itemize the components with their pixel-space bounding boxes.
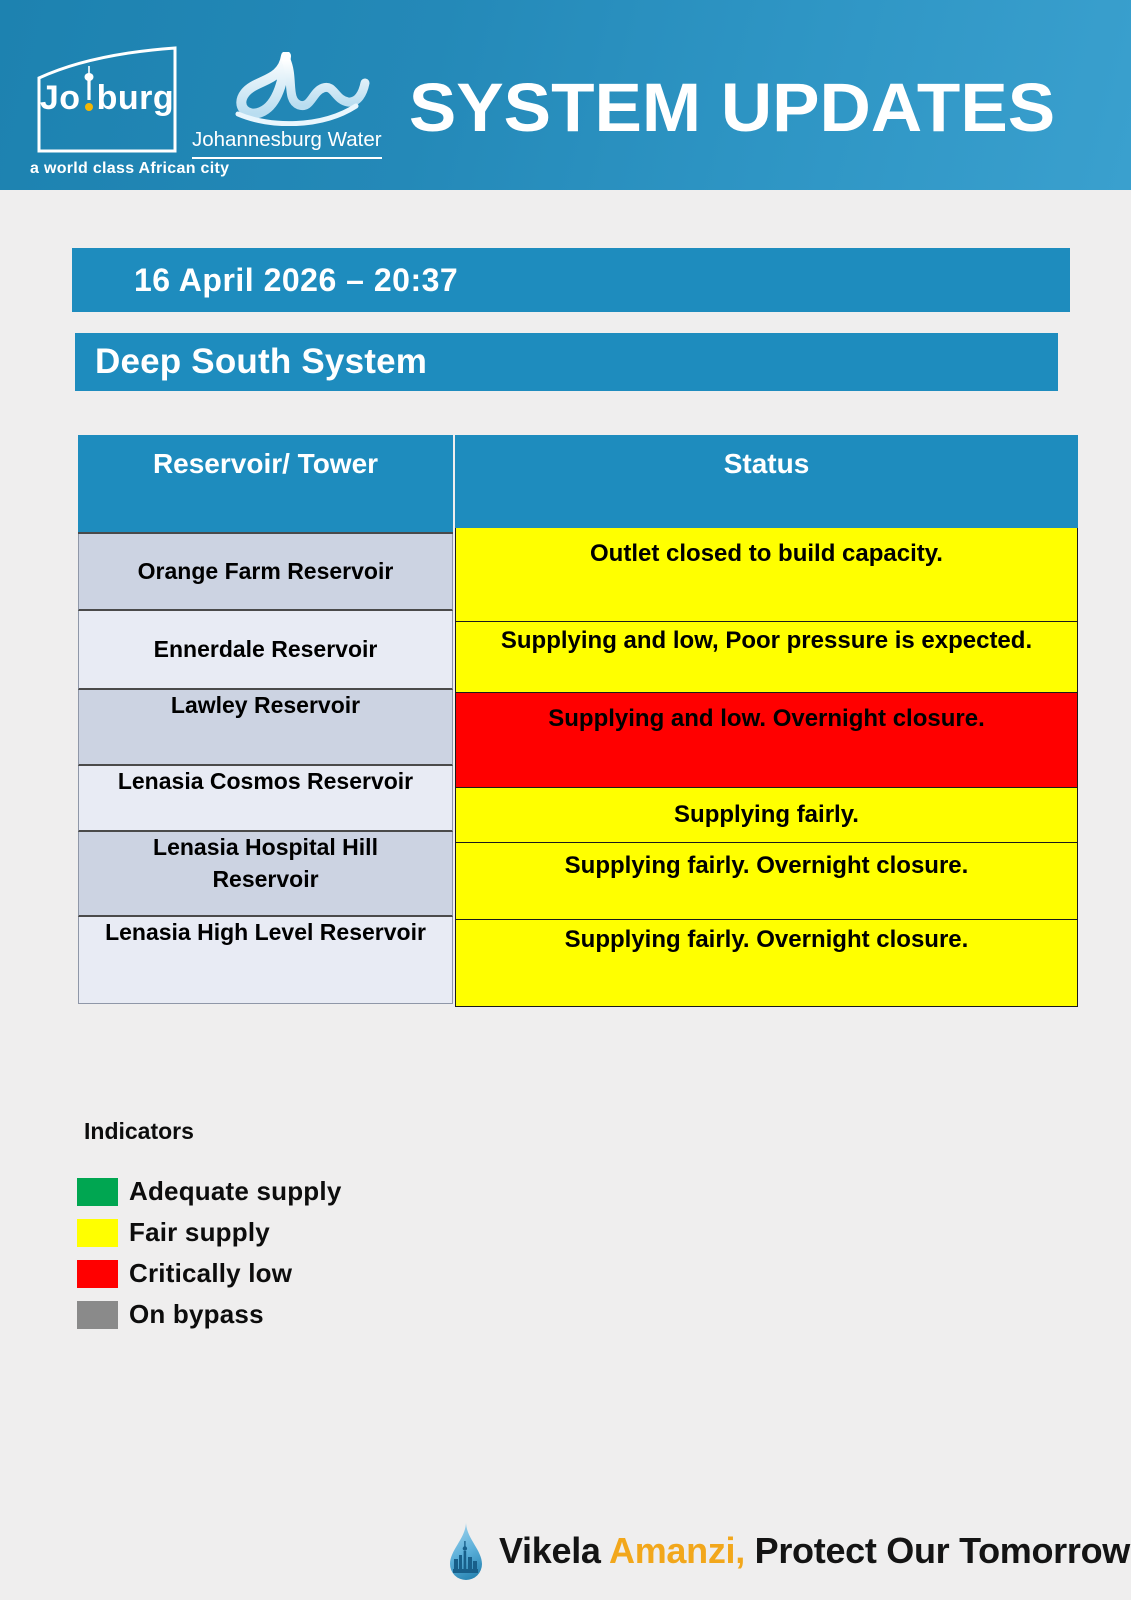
legend-label: On bypass bbox=[129, 1299, 264, 1329]
page-title: SYSTEM UPDATES bbox=[408, 69, 1056, 146]
legend-label: Adequate supply bbox=[129, 1176, 342, 1206]
hillbrow-tower-icon bbox=[83, 66, 95, 100]
column-header-reservoir-label: Reservoir/ Tower bbox=[152, 448, 379, 479]
indicators-section bbox=[77, 1118, 341, 1330]
header-banner bbox=[0, 0, 1131, 190]
joburg-tagline: a world class African city bbox=[30, 160, 230, 177]
status-text: Supplying fairly. Overnight closure. bbox=[564, 926, 969, 953]
joburg-logo-text-right: burg bbox=[96, 79, 175, 117]
reservoir-cell bbox=[78, 766, 453, 832]
reservoir-name: Lenasia High Level Reservoir bbox=[105, 919, 426, 945]
indicators-title: Indicators bbox=[84, 1118, 194, 1144]
system-banner bbox=[75, 333, 1058, 391]
status-cell bbox=[455, 788, 1078, 843]
status-table bbox=[78, 435, 1078, 1007]
slogan-part-1: Vikela bbox=[499, 1530, 609, 1571]
status-text: Outlet closed to build capacity. bbox=[590, 540, 943, 567]
column-header-status bbox=[455, 435, 1078, 528]
water-waves-icon bbox=[198, 52, 370, 126]
reservoir-cell bbox=[78, 611, 453, 690]
status-text: Supplying and low. Overnight closure. bbox=[548, 705, 985, 732]
joburg-yellow-dot bbox=[85, 103, 93, 111]
joburg-logo bbox=[36, 42, 178, 154]
slogan-part-2: Protect Our Tomorrow bbox=[744, 1530, 1130, 1571]
reservoir-name: Ennerdale Reservoir bbox=[153, 635, 378, 662]
status-column bbox=[455, 435, 1078, 1007]
reservoir-cell bbox=[78, 534, 453, 611]
water-drop-icon bbox=[447, 1521, 485, 1581]
reservoir-name: Lenasia Hospital Hill Reservoir bbox=[153, 834, 378, 892]
status-cell bbox=[455, 622, 1078, 693]
legend-swatch-fair bbox=[77, 1219, 118, 1247]
status-cell bbox=[455, 693, 1078, 788]
legend-item bbox=[77, 1299, 341, 1330]
legend-item bbox=[77, 1258, 341, 1289]
status-text: Supplying and low, Poor pressure is expected. bbox=[500, 627, 1033, 654]
johannesburg-water-logo bbox=[192, 52, 382, 159]
legend-swatch-adequate bbox=[77, 1178, 118, 1206]
legend-item bbox=[77, 1176, 341, 1207]
reservoir-cell bbox=[78, 832, 453, 917]
footer-slogan bbox=[499, 1530, 1130, 1572]
status-cell bbox=[455, 843, 1078, 920]
column-header-reservoir bbox=[78, 435, 453, 534]
status-text: Supplying fairly. bbox=[674, 801, 859, 829]
reservoir-name: Orange Farm Reservoir bbox=[137, 557, 394, 584]
status-cell bbox=[455, 528, 1078, 622]
legend-label: Critically low bbox=[129, 1258, 293, 1288]
date-text: 16 April 2026 – 20:37 bbox=[134, 261, 459, 298]
date-banner bbox=[72, 248, 1070, 312]
legend-swatch-bypass bbox=[77, 1301, 118, 1329]
slogan-accent: Amanzi, bbox=[609, 1530, 745, 1571]
reservoir-cell bbox=[78, 917, 453, 1004]
reservoir-name: Lenasia Cosmos Reservoir bbox=[117, 768, 414, 794]
column-header-status-label: Status bbox=[723, 448, 810, 479]
legend-item bbox=[77, 1217, 341, 1248]
status-cell bbox=[455, 920, 1078, 1007]
joburg-logo-text-left: Jo bbox=[39, 79, 81, 117]
reservoir-name: Lawley Reservoir bbox=[170, 692, 361, 718]
footer bbox=[447, 1521, 1130, 1581]
reservoir-column bbox=[78, 435, 453, 1007]
legend-swatch-critical bbox=[77, 1260, 118, 1288]
legend-label: Fair supply bbox=[129, 1217, 270, 1247]
reservoir-cell bbox=[78, 690, 453, 766]
system-title: Deep South System bbox=[95, 342, 428, 381]
johannesburg-water-label: Johannesburg Water bbox=[192, 128, 382, 159]
status-text: Supplying fairly. Overnight closure. bbox=[564, 852, 969, 879]
